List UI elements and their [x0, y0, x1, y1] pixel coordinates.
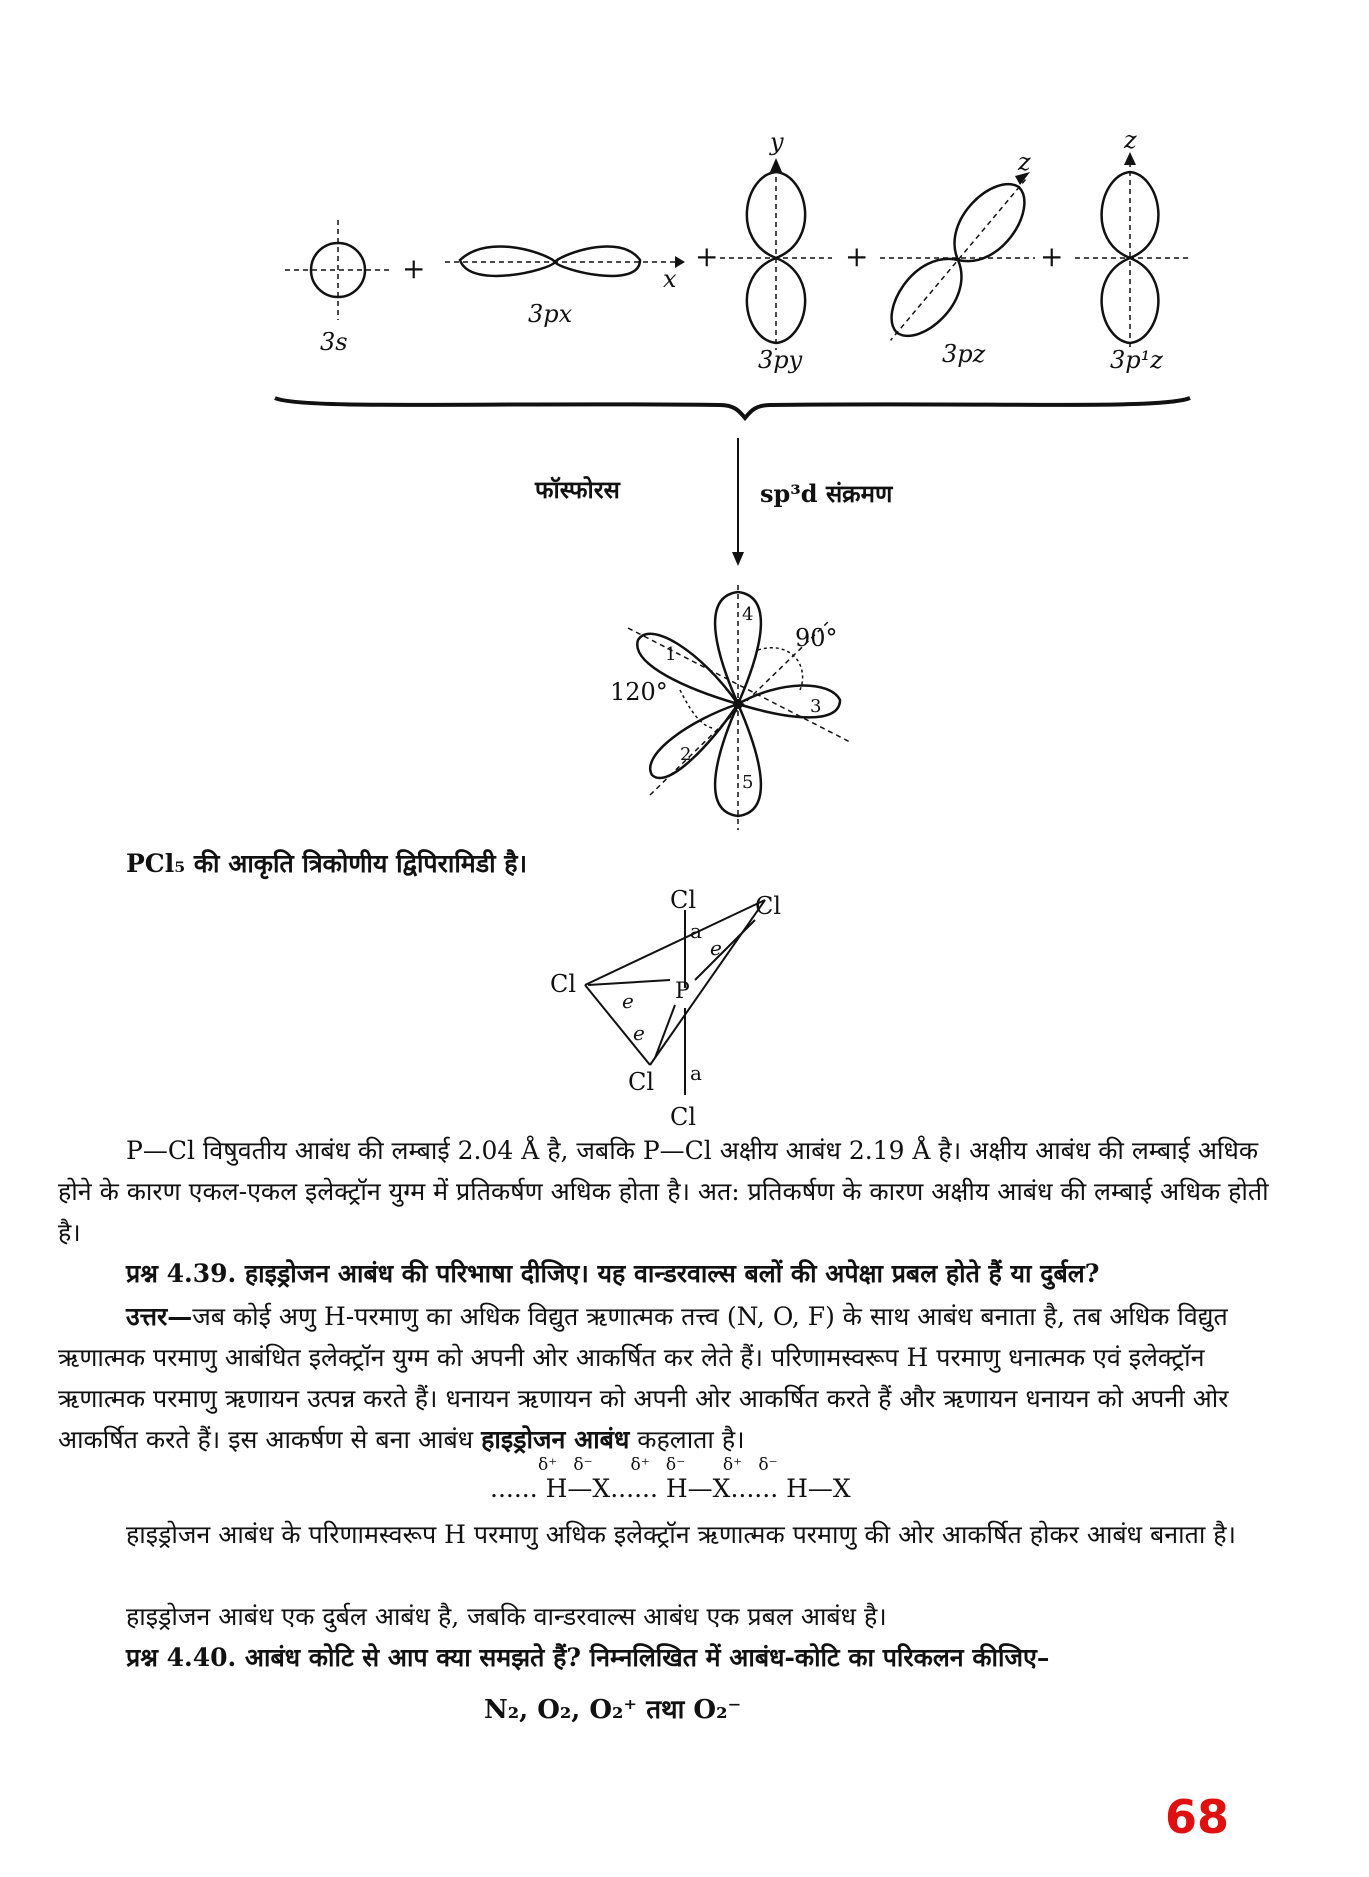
- label-3pz: 3pz: [942, 340, 986, 368]
- equatorial-e-2: e: [710, 936, 722, 960]
- answer-4-39: [58, 1296, 1278, 1460]
- lobe-4-label: 4: [742, 604, 754, 625]
- axial-a-top: a: [690, 919, 702, 943]
- plus-3: +: [845, 240, 869, 273]
- plus-4: +: [1040, 240, 1064, 273]
- answer-body: जब कोई अणु H-परमाणु का अधिक विद्युत ऋणात्मक तत्त्व (N, O, F) के साथ आबंध बनाता है, तब अधिक विद्युत ऋणात्मक परमाणु आबंधित इलेक्ट्रॉन युग्म को अपनी ओर आकर्षित कर लेते हैं। परिणामस्वरूप H परमाणु धनात्मक एवं इलेक्ट्रॉन ऋणात्मक परमाणु ऋणायन उत्पन्न करते हैं। धनायन ऋणायन को अपनी ओर आकर्षित करते हैं और ऋणायन धनायन को अपनी ओर आकर्षित करते हैं। इस आकर्षण से बना आबंध: [58, 1302, 1229, 1454]
- question-4-39: प्रश्न 4.39. हाइड्रोजन आबंध की परिभाषा दीजिए। यह वान्डरवाल्स बलों की अपेक्षा प्रबल होते हैं या दुर्बल?: [126, 1259, 1100, 1288]
- orbital-diagram: [0, 0, 1369, 870]
- cl-equatorial-left: Cl: [550, 970, 577, 998]
- pcl5-structure: [530, 880, 810, 1140]
- lobe-5-label: 5: [742, 772, 754, 793]
- label-3pz1: 3p¹z: [1110, 346, 1163, 374]
- sp3d-transition-label: sp³d संक्रमण: [760, 479, 893, 508]
- phosphorus-label: फॉस्फोरस: [535, 475, 620, 504]
- orbital-3px-shape: [460, 246, 640, 276]
- orbital-3pz-shape: [871, 163, 1045, 357]
- answer-label: उत्तर—: [126, 1302, 193, 1331]
- hbond-chain: ...... H—X...... H—X...... H—X: [490, 1474, 851, 1503]
- hbond-result-paragraph: हाइड्रोजन आबंध के परिणामस्वरूप H परमाणु अधिक इलेक्ट्रॉन ऋणात्मक परमाणु की ओर आकर्षित होकर आबंध बनाता है।: [126, 1520, 1237, 1549]
- cl-equatorial-right: Cl: [755, 892, 782, 920]
- axis-z2-label: z: [1124, 126, 1137, 154]
- lobe-1-label: 1: [665, 644, 677, 665]
- cl-equatorial-bottom: Cl: [628, 1068, 655, 1096]
- lobe-3-label: 3: [810, 696, 822, 717]
- plus-2: +: [695, 240, 719, 273]
- answer-end: कहलाता है।: [629, 1425, 745, 1454]
- angle-120-label: 120°: [610, 678, 668, 706]
- hbond-charges: δ⁺ δ⁻ δ⁺ δ⁻ δ⁺ δ⁻: [538, 1455, 778, 1475]
- label-3px: 3px: [528, 300, 573, 328]
- angle-90-label: 90°: [795, 624, 838, 652]
- cl-axial-top: Cl: [670, 886, 697, 914]
- p-atom: P: [675, 979, 690, 1004]
- label-3s: 3s: [320, 328, 348, 356]
- equatorial-e-3: e: [633, 1021, 645, 1045]
- label-3py: 3py: [758, 346, 803, 374]
- species-list: N₂, O₂, O₂⁺ तथा O₂⁻: [484, 1695, 742, 1725]
- axial-a-bottom: a: [690, 1061, 702, 1085]
- axis-y-label: y: [770, 128, 784, 156]
- axis-z-label: z: [1018, 148, 1031, 176]
- cl-axial-bottom: Cl: [670, 1103, 697, 1131]
- question-4-40: प्रश्न 4.40. आबंध कोटि से आप क्या समझते हैं? निम्नलिखित में आबंध-कोटि का परिकलन कीजिए–: [126, 1643, 1050, 1672]
- equatorial-e-1: e: [622, 989, 634, 1013]
- hydrogen-bond-term: हाइड्रोजन आबंध: [481, 1425, 630, 1454]
- hbond-weak-paragraph: हाइड्रोजन आबंध एक दुर्बल आबंध है, जबकि वान्डरवाल्स आबंध एक प्रबल आबंध है।: [126, 1602, 887, 1631]
- bond-length-paragraph: P—Cl विषुवतीय आबंध की लम्बाई 2.04 Å है, जबकि P—Cl अक्षीय आबंध 2.19 Å है। अक्षीय आबंध की लम्बाई अधिक होने के कारण एकल-एकल इलेक्ट्रॉन युग्म में प्रतिकर्षण अधिक होता है। अत: प्रतिकर्षण के कारण अक्षीय आबंध की लम्बाई अधिक होती है।: [58, 1136, 1269, 1247]
- pcl5-caption: PCl₅ की आकृति त्रिकोणीय द्विपिरामिडी है।: [126, 849, 528, 878]
- axis-x-label: x: [663, 265, 677, 293]
- plus-1: +: [402, 252, 426, 285]
- lobe-2-label: 2: [680, 744, 692, 765]
- page-number: 68: [1164, 1790, 1229, 1844]
